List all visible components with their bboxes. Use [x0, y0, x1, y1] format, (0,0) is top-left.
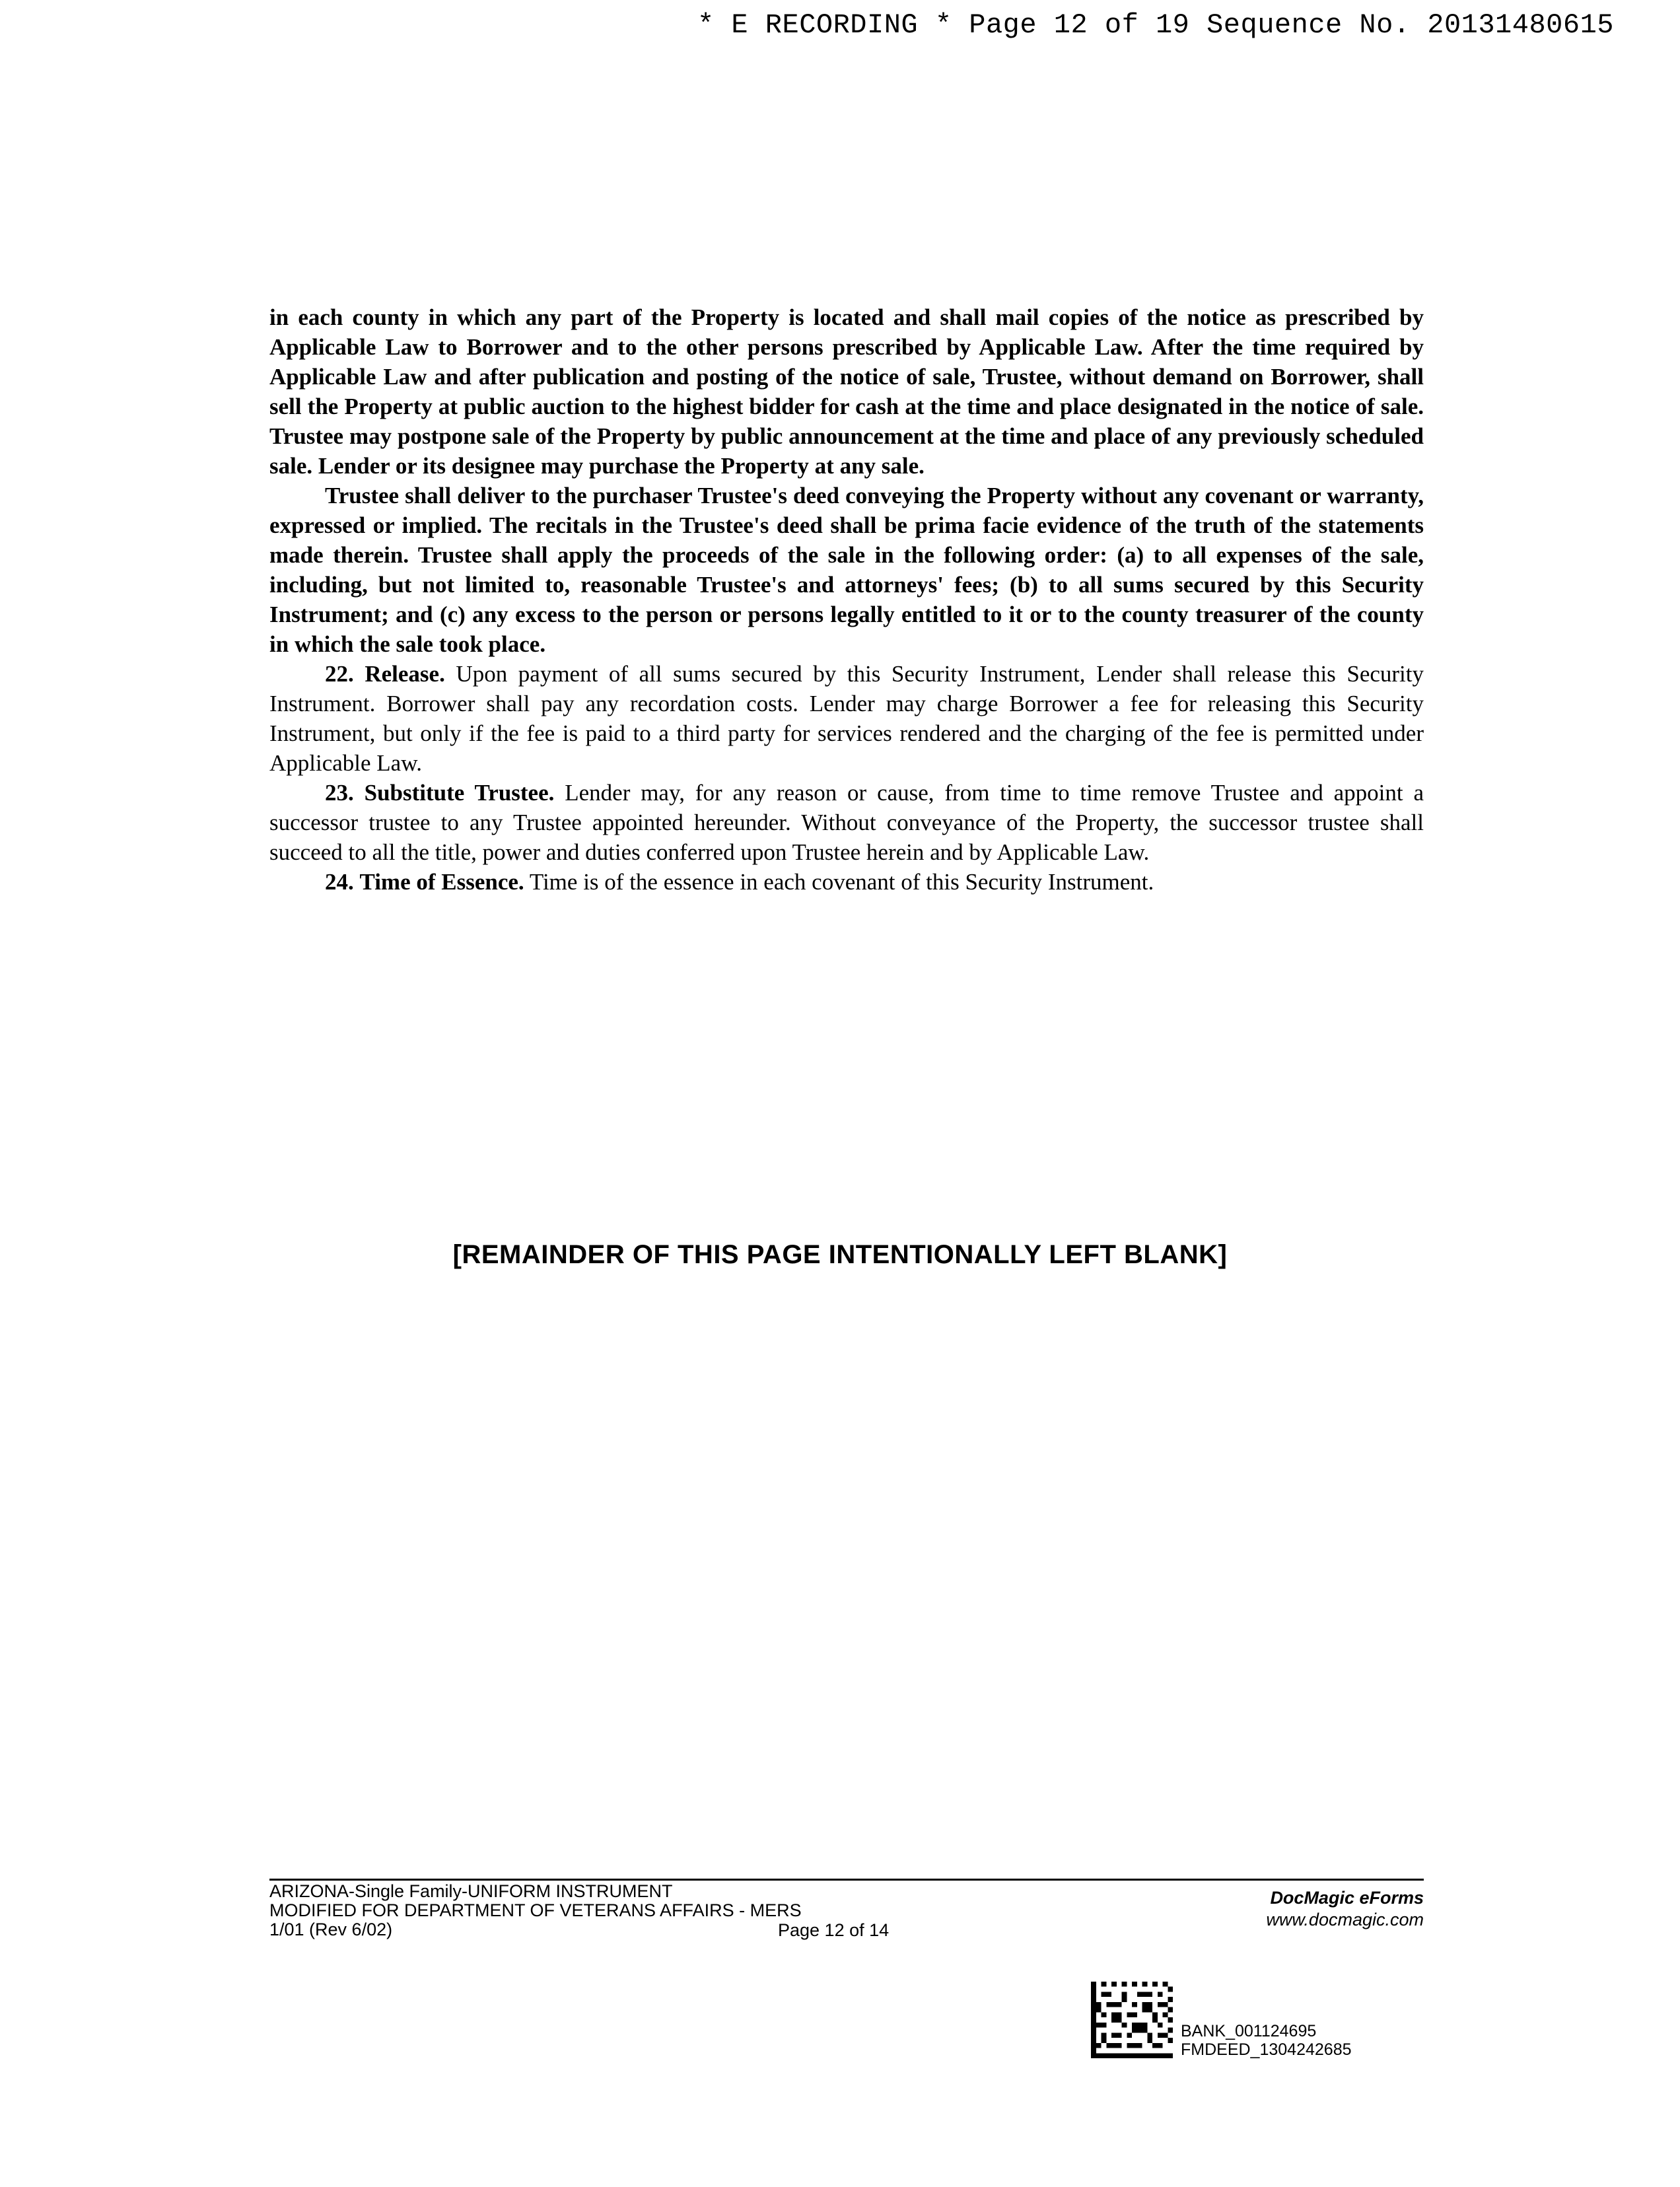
section-time-of-essence	[269, 867, 1424, 897]
section-title: Release.	[365, 661, 445, 687]
barcode-identifiers	[1181, 2022, 1352, 2059]
section-number: 22.	[325, 661, 354, 687]
paragraph-trustee-deed: Trustee shall deliver to the purchaser Trustee's deed conveying the Property without any covenant or warranty, expressed or implied. The recitals in the Trustee's deed shall be prima facie evidence of the truth of the statements made therein. Trustee shall apply the proceeds of the sale in the following order: (a) to all expenses of the sale, including, but not limited to, reasonable Trustee's and attorneys' fees; (b) to all sums secured by this Security Instrument; and (c) any excess to the person or persons legally entitled to it or to the county treasurer of the county in which the sale took place.	[269, 483, 1424, 657]
footer-form-info	[269, 1882, 802, 1939]
footer-line-modified: MODIFIED FOR DEPARTMENT OF VETERANS AFFAIRS - MERS	[269, 1900, 802, 1920]
blank-page-notice: [REMAINDER OF THIS PAGE INTENTIONALLY LEFT BLANK]	[452, 1240, 1228, 1269]
section-text: Lender may, for any reason or cause, from time to time remove Trustee and appoint a successor trustee to any Trustee appointed hereunder. Without conveyance of the Property, the successor trustee shall succeed to all the title, power and duties conferred upon Trustee herein and by Applicable Law.	[269, 780, 1424, 865]
footer-divider	[269, 1879, 1424, 1881]
section-text: Time is of the essence in each covenant of this Security Instrument.	[529, 869, 1154, 895]
footer-line-form: ARIZONA-Single Family-UNIFORM INSTRUMENT	[269, 1881, 673, 1901]
section-release	[269, 659, 1424, 778]
footer-brand	[1266, 1887, 1424, 1931]
section-text: Upon payment of all sums secured by this Security Instrument, Lender shall release this Security Instrument. Borrower shall pay any recordation costs. Lender may charge Borrower a fee for releasing this Security Instrument, but only if the fee is paid to a third party for services rendered and the charging of the fee is permitted under Applicable Law.	[269, 661, 1424, 776]
brand-website: www.docmagic.com	[1266, 1910, 1424, 1929]
brand-logo: DocMagic eForms	[1270, 1888, 1424, 1908]
footer-page-number: Page 12 of 14	[778, 1920, 890, 1940]
footer-line-revision: 1/01 (Rev 6/02)	[269, 1920, 393, 1939]
paragraph-sale-notice: in each county in which any part of the Property is located and shall mail copies of the notice as prescribed by Applicable Law to Borrower and to the other persons prescribed by Applicable Law. After the time required by Applicable Law and after publication and posting of the notice of sale, Trustee, without demand on Borrower, shall sell the Property at public auction to the highest bidder for cash at the time and place designated in the notice of sale. Trustee may postpone sale of the Property by public announcement at the time and place of any previously scheduled sale. Lender or its designee may purchase the Property at any sale.	[269, 304, 1424, 479]
recording-stamp: * E RECORDING * Page 12 of 19 Sequence No. 20131480615	[697, 9, 1614, 41]
document-body	[269, 302, 1424, 897]
section-number: 24.	[325, 869, 354, 895]
bank-id: BANK_001124695	[1181, 2022, 1317, 2040]
deed-id: FMDEED_1304242685	[1181, 2040, 1352, 2059]
barcode-icon	[1091, 1981, 1173, 2059]
section-substitute-trustee	[269, 778, 1424, 867]
section-title: Time of Essence.	[359, 869, 524, 895]
section-title: Substitute Trustee.	[364, 780, 555, 806]
section-number: 23.	[325, 780, 354, 806]
